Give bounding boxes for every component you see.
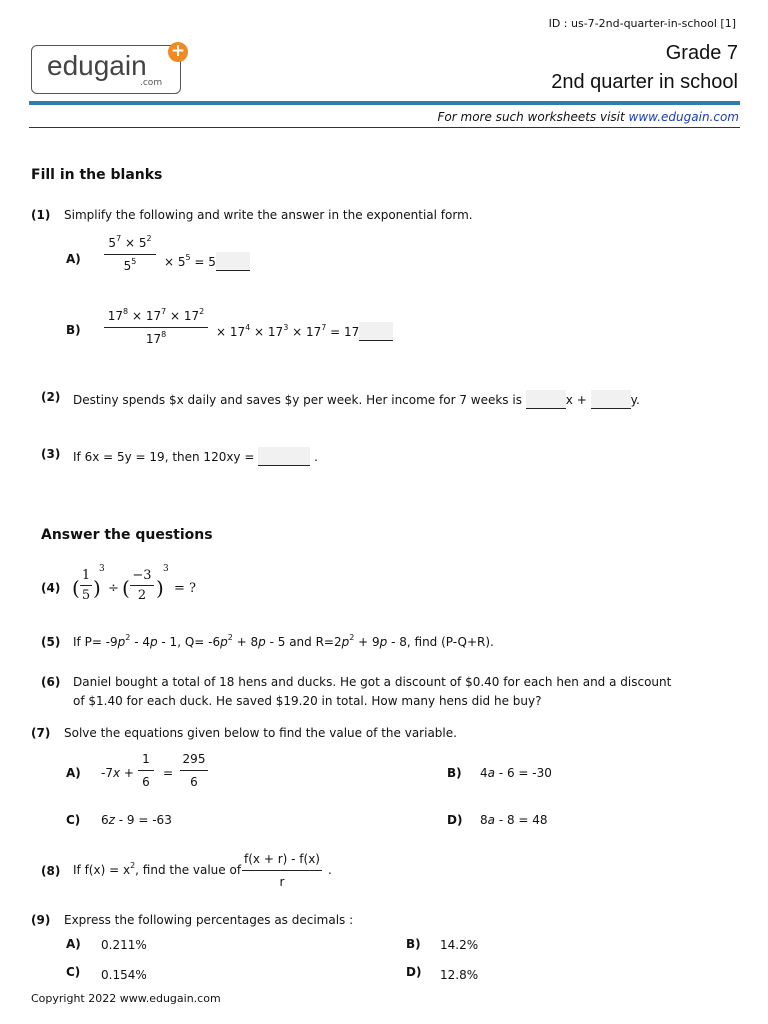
q9d-value: 12.8% — [440, 968, 479, 982]
q6-line2: of $1.40 for each duck. He saved $19.20 in total. How many hens did he buy? — [73, 694, 542, 708]
q7-text: Solve the equations given below to find the value of the variable. — [64, 726, 457, 740]
logo-plus-icon: + — [168, 42, 188, 62]
q1-text: Simplify the following and write the answer in the exponential form. — [64, 208, 473, 222]
q7c-label: C) — [66, 813, 81, 827]
q2-number: (2) — [41, 390, 61, 404]
header-rule — [29, 101, 740, 105]
q3-text: If 6x = 5y = 19, then 120xy = . — [73, 447, 318, 466]
q7d-equation: 8a - 8 = 48 — [480, 813, 548, 827]
worksheet-id: ID : us-7-2nd-quarter-in-school [1] — [548, 17, 736, 30]
q7a-label: A) — [66, 766, 81, 780]
q1a-label: A) — [66, 252, 81, 266]
q3-blank[interactable] — [258, 447, 310, 466]
section-fill-blanks: Fill in the blanks — [31, 167, 163, 183]
more-worksheets — [438, 110, 739, 124]
footer-copyright: Copyright 2022 www.edugain.com — [31, 992, 221, 1005]
worksheet-title: 2nd quarter in school — [551, 71, 738, 93]
q7a-frac2: 295 6 — [180, 752, 208, 789]
q4-number: (4) — [41, 581, 61, 595]
q2-blank-y[interactable] — [591, 390, 631, 409]
q5-text: If $P= -9p^2 - 4p - 1$, $Q= -6p^2 + 8p - 5$ and $R=2p^2 + 9p - 8$, find (P-Q+R). — [73, 633, 494, 649]
q9d-label: D) — [406, 965, 422, 979]
q9a-label: A) — [66, 937, 81, 951]
more-text: For more such worksheets visit — [437, 110, 629, 124]
q1a-answer-blank[interactable] — [216, 252, 250, 271]
q7a-equals: = — [163, 766, 174, 780]
q9c-label: C) — [66, 965, 81, 979]
q7-number: (7) — [31, 726, 51, 740]
q7b-label: B) — [447, 766, 462, 780]
q5-number: (5) — [41, 635, 61, 649]
q9b-label: B) — [406, 937, 421, 951]
q4-expression: ( 1 5 ) 3 ÷ ( −3 2 ) 3 = ? — [72, 564, 196, 603]
q3-number: (3) — [41, 447, 61, 461]
q1b-expression: × $17^4 \times 17^3 \times 17^7 = 17$ — [216, 322, 393, 341]
grade-title: Grade 7 — [665, 42, 738, 64]
q1b-label: B) — [66, 323, 81, 337]
logo-sub: .com — [140, 78, 163, 88]
q9b-value: 14.2% — [440, 938, 479, 952]
q6-number: (6) — [41, 675, 61, 689]
q9-text: Express the following percentages as decimals : — [64, 913, 354, 927]
q8-fraction: f(x + r) - f(x) r — [242, 852, 322, 889]
logo-text: edugain — [47, 50, 147, 81]
q1b-answer-blank[interactable] — [359, 322, 393, 341]
q2-text: Destiny spends $x daily and saves $y per week. Her income for 7 weeks is x + y. — [73, 390, 640, 409]
q8-text: If $f(x) = x^2$, find the value of — [73, 861, 242, 877]
q6-line1: Daniel bought a total of 18 hens and ducks. He got a discount of $0.40 for each hen and a discount — [73, 675, 672, 689]
q9a-value: 0.211% — [101, 938, 147, 952]
header-divider — [29, 127, 740, 128]
q8-number: (8) — [41, 864, 61, 878]
edugain-logo[interactable] — [31, 45, 181, 94]
q7a-frac1: 1 6 — [138, 752, 154, 789]
q7d-label: D) — [447, 813, 463, 827]
q7a-lhs: -7x + — [101, 766, 134, 780]
edugain-link[interactable]: www.edugain.com — [628, 110, 739, 124]
q9c-value: 0.154% — [101, 968, 147, 982]
q1a-expression: × $5^5 = 5$ — [164, 252, 250, 271]
q7c-equation: 6z - 9 = -63 — [101, 813, 172, 827]
q1b-fraction: $17^8 \times 17^7 \times 17^2$ $17^8$ — [104, 309, 208, 346]
q1-number: (1) — [31, 208, 51, 222]
q7b-equation: 4a - 6 = -30 — [480, 766, 552, 780]
q9-number: (9) — [31, 913, 51, 927]
q1a-fraction: $5^7 \times 5^2$ $5^5$ — [104, 236, 156, 273]
q2-blank-x[interactable] — [526, 390, 566, 409]
q8-end: . — [328, 863, 332, 877]
section-answer-questions: Answer the questions — [41, 527, 213, 543]
